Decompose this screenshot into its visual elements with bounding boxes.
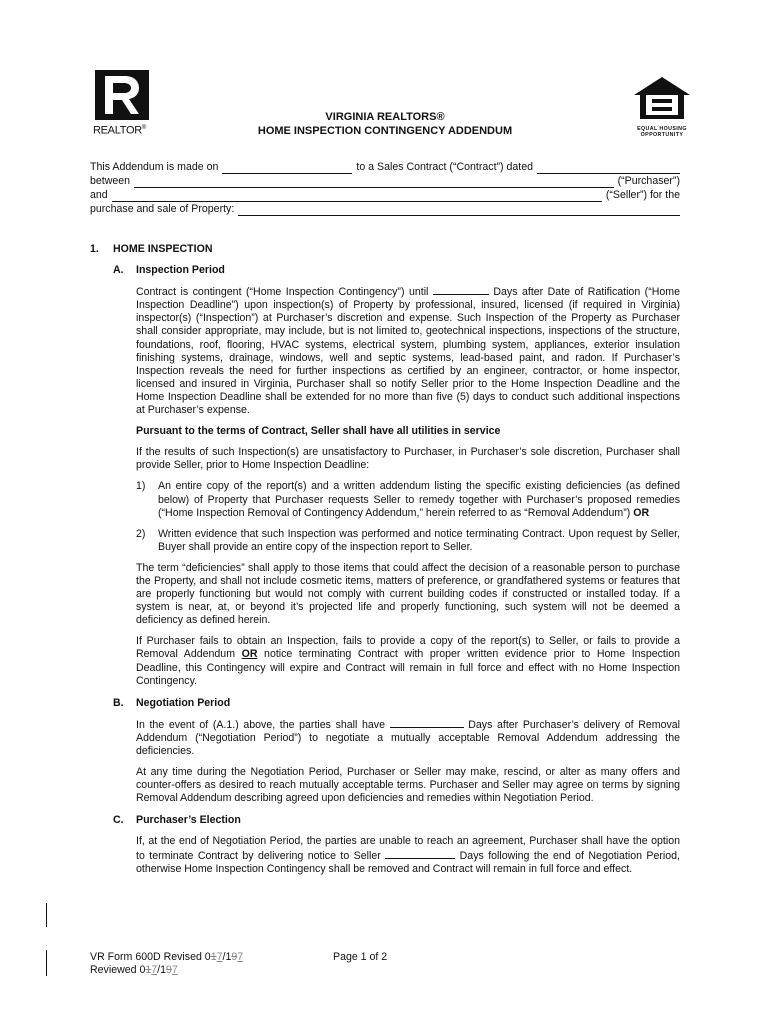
date-made-field[interactable] bbox=[222, 163, 352, 174]
page-footer bbox=[90, 951, 680, 977]
section-c-heading: C. Purchaser’s Election bbox=[113, 814, 241, 827]
utilities-statement: Pursuant to the terms of Contract, Seller shall have all utilities in service bbox=[136, 425, 501, 438]
election-days-field[interactable] bbox=[385, 849, 455, 859]
list-item-2: 2) Written evidence that such Inspection was performed and notice terminating Contract. Upon request by Seller, Buyer shall provide an entire copy of the inspection report to Seller. bbox=[136, 527, 680, 553]
seller-field[interactable] bbox=[112, 191, 602, 202]
equal-housing-text: EQUAL HOUSING OPPORTUNITY bbox=[637, 126, 687, 139]
intro-contract-dated-label: to a Sales Contract (“Contract”) dated bbox=[356, 160, 534, 173]
section-a-paragraph-2: If the results of such Inspection(s) are unsatisfactory to Purchaser, in Purchaser’s sole discretion, Purchaser shall provide Seller, prior to Home Inspection Deadline: bbox=[136, 446, 680, 472]
form-revision: VR Form 600D Revised 017/197 bbox=[90, 951, 244, 963]
section-1-heading: 1. HOME INSPECTION bbox=[90, 243, 213, 255]
document-title bbox=[0, 110, 770, 138]
org-name: VIRGINIA REALTORS® bbox=[325, 111, 445, 123]
intro-and-label: and bbox=[90, 188, 108, 201]
property-field[interactable] bbox=[238, 205, 680, 216]
document-body bbox=[90, 243, 680, 876]
section-a-paragraph-1: Contract is contingent (“Home Inspection Contingency”) until Days after Date of Ratification (“Home Inspection Deadline”) upon inspection(s) of Property by professional, insured, licensed (if required in Virginia) inspector(s) (“Inspection”) at Purchaser’s discretion and expense. Such Inspection of the Property as Purchaser shall consider appropriate, may include, but is not limited to, geotechnical inspections, inspections of the structure, foundations, roof, flooring, HVAC systems, electrical system, plumbing system, appliances, exterior insulation finishing systems, drainage, windows, well and septic systems, lead-based paint, and radon. If Purchaser’s Inspection reveals the need for further inspections as certified by an engineer, contractor, or home inspector, licensed and insured in Virginia, Purchaser shall so notify Seller prior to the Home Inspection Deadline and the Home Inspection Deadline shall be extended for no more than five (5) days to conduct such additional inspections at Purchaser’s expense. bbox=[136, 286, 681, 417]
purchaser-field[interactable] bbox=[134, 177, 614, 188]
inspection-days-field[interactable] bbox=[433, 285, 489, 295]
contract-date-field[interactable] bbox=[537, 163, 680, 174]
contingency-expiry-paragraph: If Purchaser fails to obtain an Inspection, fails to provide a copy of the report(s) to Seller, or fails to provide a Removal Addendum OR notice terminating Contract with proper written evidence prior to Home Inspection Deadline, this Contingency will expire and Contract will remain in full force and effect with no Home Inspection Contingency. bbox=[136, 635, 680, 687]
section-b-paragraph-1: In the event of (A.1.) above, the parties shall have Days after Purchaser’s delivery of Removal Addendum (“Negotiation Period”) to negotiate a mutually acceptable Removal Addendum addressing the deficiencies. bbox=[136, 718, 681, 757]
intro-made-on-label: This Addendum is made on bbox=[90, 160, 219, 173]
realtor-wordmark: REALTOR® bbox=[93, 124, 146, 137]
section-c-paragraph-1: If, at the end of Negotiation Period, the parties are unable to reach an agreement, Purchaser shall have the option to terminate Contract by delivering notice to Seller Days following the end of Negotiation Period, otherwise Home Inspection Contingency shall be removed and Contract will remain in full force and effect. bbox=[136, 835, 680, 875]
section-b-paragraph-2: At any time during the Negotiation Period, Purchaser or Seller may make, rescind, or alter as many offers and counter-offers as desired to reach mutually acceptable terms. Purchaser and Seller may agree on terms by signing Removal Addendum describing agreed upon deficiencies and remedies within Negotiation Period. bbox=[136, 766, 680, 805]
intro-between-label: between bbox=[90, 174, 131, 187]
intro-seller-label: (“Seller”) for the bbox=[605, 188, 680, 201]
form-title: HOME INSPECTION CONTINGENCY ADDENDUM bbox=[257, 125, 513, 137]
addendum-intro bbox=[90, 160, 680, 216]
negotiation-days-field[interactable] bbox=[390, 718, 464, 728]
intro-property-label: purchase and sale of Property: bbox=[90, 202, 235, 215]
revision-bar bbox=[46, 903, 47, 927]
reviewed-date: Reviewed 017/197 bbox=[90, 964, 178, 977]
section-a-heading: A. Inspection Period bbox=[113, 264, 225, 277]
intro-purchaser-label: (“Purchaser”) bbox=[617, 174, 680, 187]
list-item-1: 1) An entire copy of the report(s) and a written addendum listing the specific existing deficiencies (as defined below) of Property that Purchaser requests Seller to remedy together with Purchaser’s proposed remedies (“Home Inspection Removal of Contingency Addendum,” herein referred to as “Removal Addendum”) OR bbox=[136, 480, 680, 519]
revision-bar bbox=[46, 950, 47, 976]
section-b-heading: B. Negotiation Period bbox=[113, 696, 231, 709]
deficiencies-definition: The term “deficiencies” shall apply to those items that could affect the decision of a reasonable person to purchase the Property, and shall not include cosmetic items, matters of preference, or grandfathered systems or features that are properly functioning but would not comply with current building codes if constructed or installed today. If a system is near, at, or beyond it’s projected life and properly functioning, such system will not be deemed a deficiency as defined herein. bbox=[136, 561, 680, 627]
page-number: Page 1 of 2 bbox=[333, 951, 388, 963]
